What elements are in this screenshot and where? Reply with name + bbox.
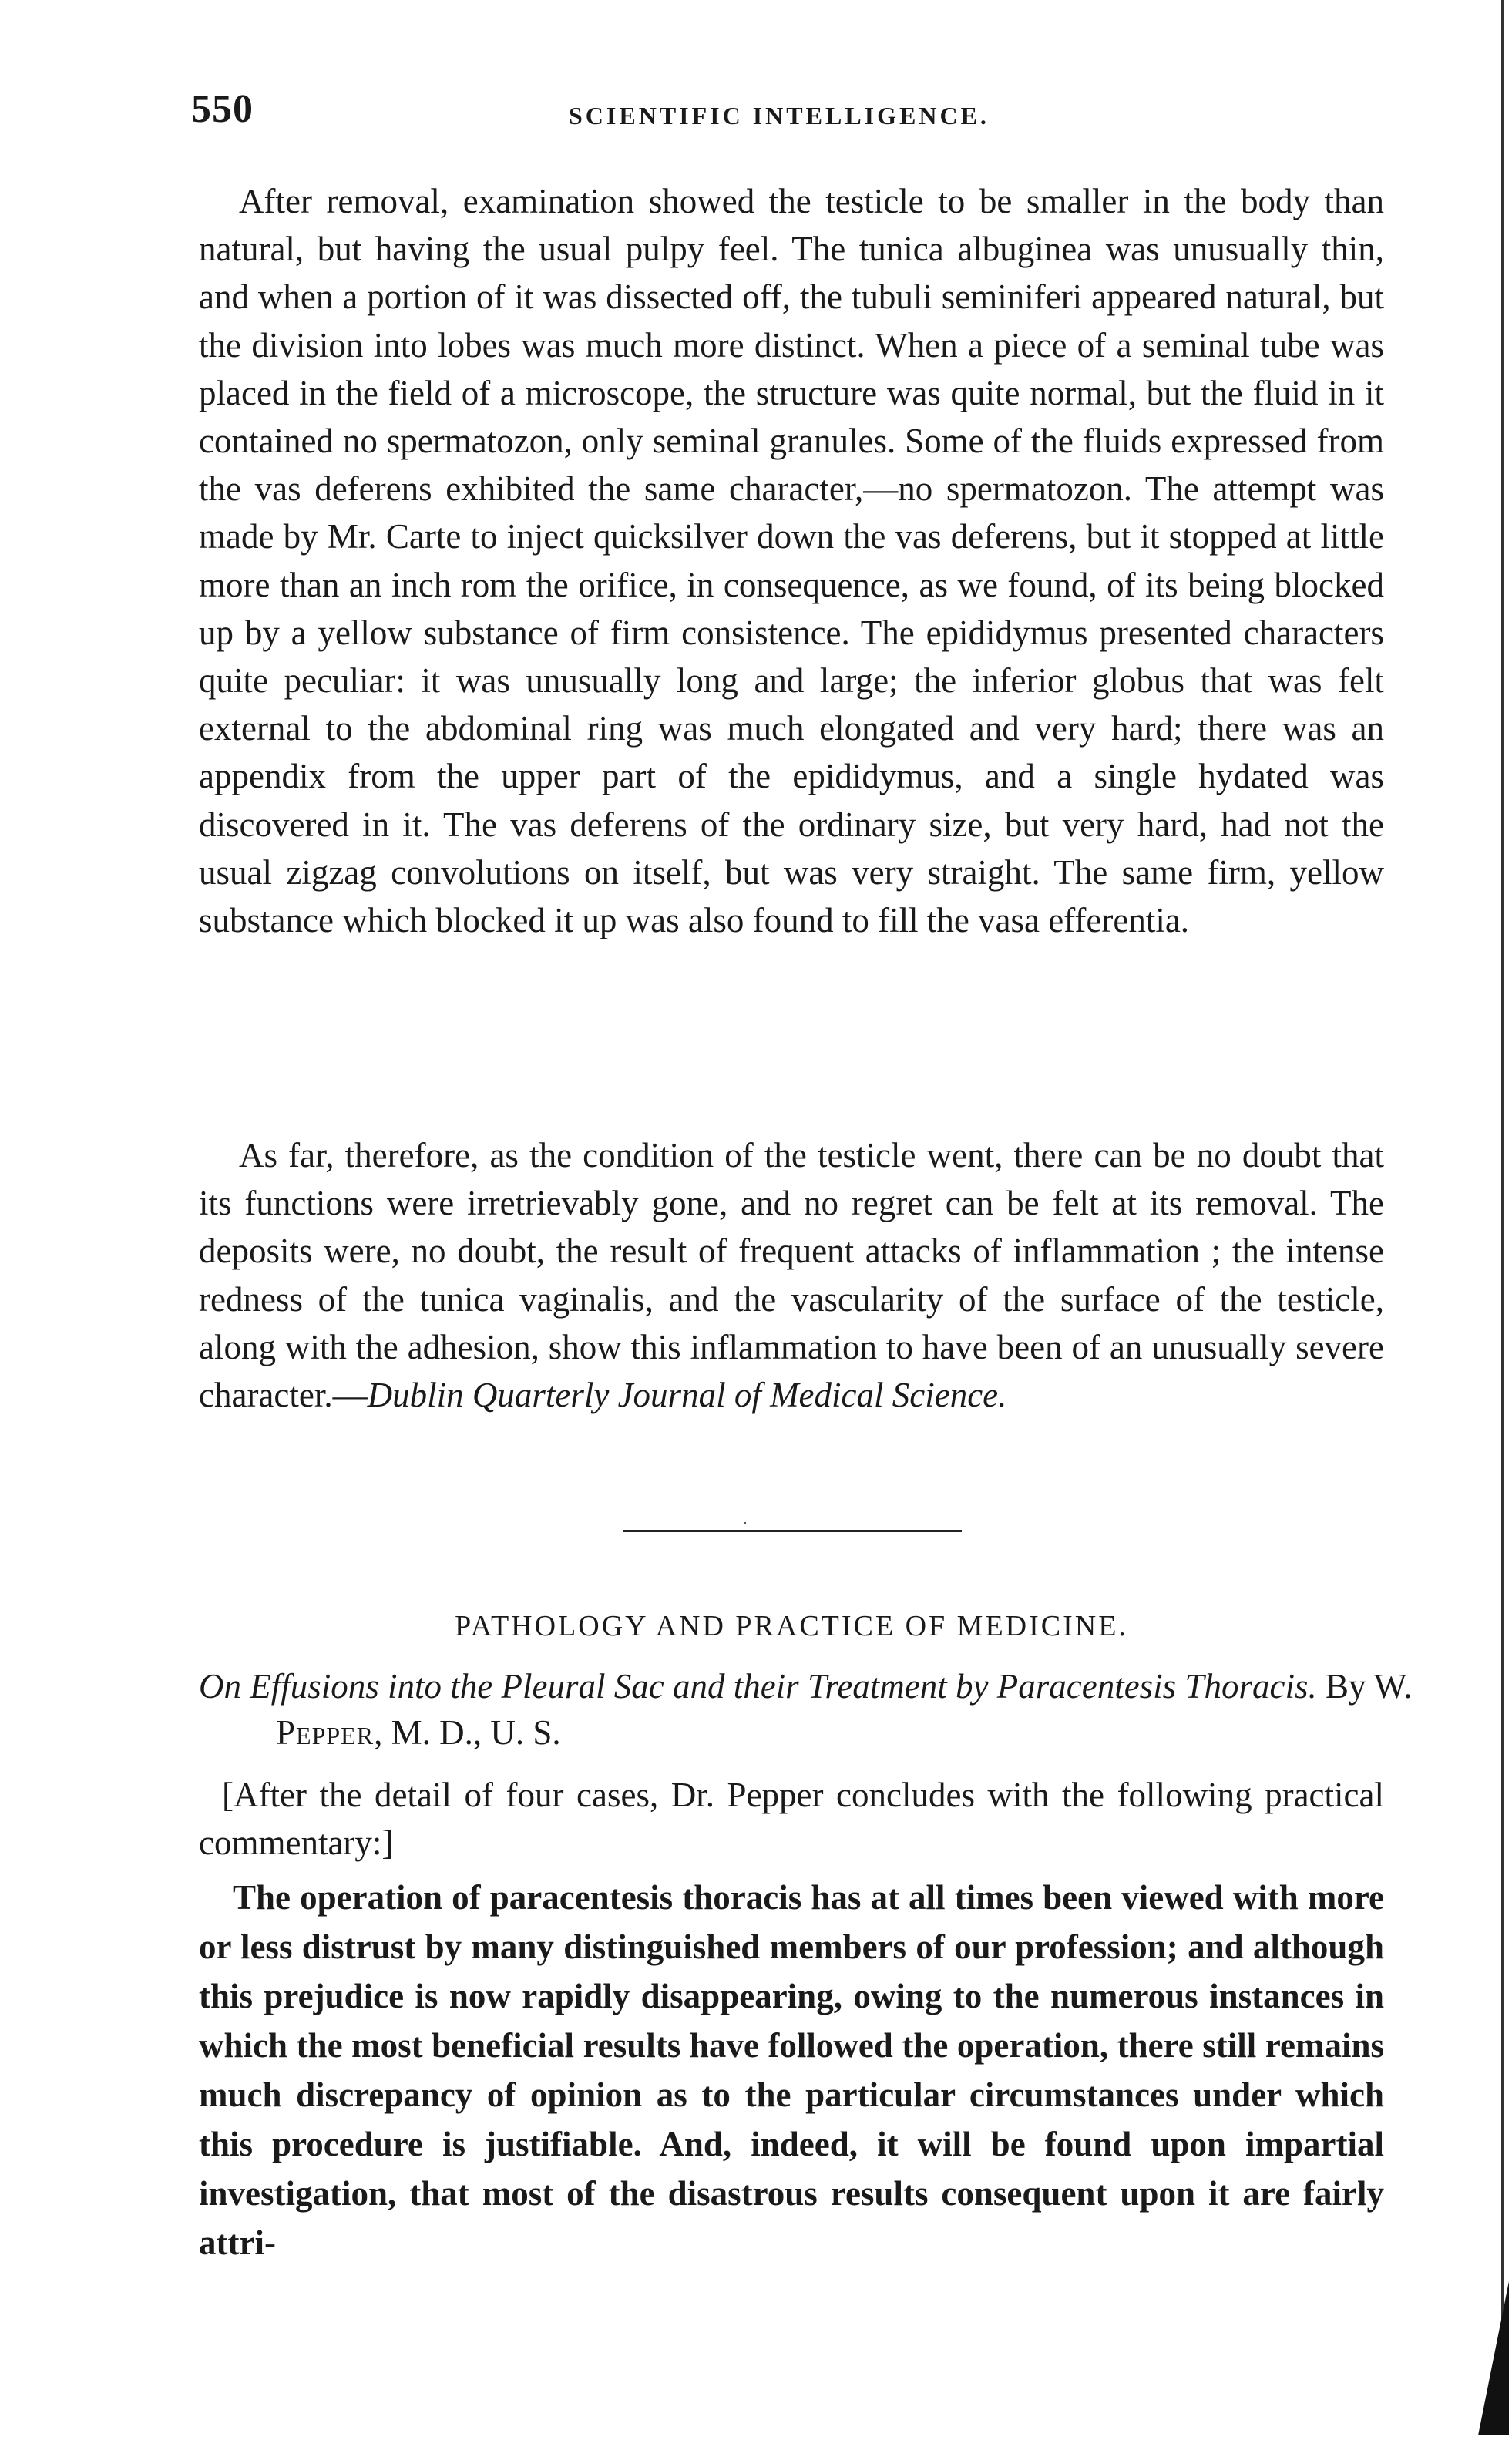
article-title-text: On Effusions into the Pleural Sac and their Treatment by Paracentesis Thoracis. xyxy=(199,1667,1317,1706)
article-author: Pepper xyxy=(276,1713,375,1752)
paragraph-1-text: After removal, examination showed the testicle to be smaller in the body than natural, but having the usual pulpy feel. The tunica albuginea was unusually thin, and when a portion of it was dissected off, the tubuli seminiferi appeared natural, but the division into lobes was much more distinct. When a piece of a seminal tube was placed in the field of a microscope, the structure was quite normal, but the fluid in it contained no spermatozon, only seminal granules. Some of the fluids expressed from the vas deferens exhibited the same character,—no spermatozon. The attempt was made by Mr. Carte to inject quicksilver down the vas deferens, but it stopped at little more than an inch rom the orifice, in consequence, as we found, of its being blocked up by a yellow substance of firm consistence. The epididymus presented characters quite peculiar: it was unusually long and large; the inferior globus that was felt external to the abdominal ring was much elongated and very hard; there was an appendix from the upper part of the epididymus, and a single hydated was discovered in it. The vas deferens of the ordinary size, but very hard, had not the usual zigzag convolutions on itself, but was very straight. The same firm, yellow substance which blocked it up was also found to fill the vasa efferentia. xyxy=(199,182,1384,940)
running-head xyxy=(191,86,1378,148)
section-heading: PATHOLOGY AND PRACTICE OF MEDICINE. xyxy=(455,1610,1128,1642)
article-by: By W. xyxy=(1325,1667,1413,1706)
page-edge-shadow xyxy=(1478,2281,1509,2435)
editorial-note: [After the detail of four cases, Dr. Pepper concludes with the following practical commentary:] xyxy=(199,1776,1384,1862)
journal-reference: Dublin Quarterly Journal of Medical Science. xyxy=(367,1376,1007,1415)
page-edge-line xyxy=(1501,0,1504,2358)
page-number: 550 xyxy=(191,87,254,131)
running-title: SCIENTIFIC INTELLIGENCE. xyxy=(569,102,990,129)
paragraph-1 xyxy=(199,177,1384,944)
ink-speck xyxy=(744,1522,746,1524)
article-title xyxy=(199,1663,1461,1756)
paragraph-2 xyxy=(199,1131,1384,1419)
paragraph-2-text: As far, therefore, as the condition of the testicle went, there can be no doubt that its functions were irretrievably gone, and no regret can be felt at its removal. The deposits were, no doubt, the result of frequent attacks of inflammation ; the intense redness of the tunica vaginalis, and the vascularity of the surface of the testicle, along with the adhesion, show this inflammation to have been of an unusually severe character.— xyxy=(199,1136,1384,1415)
main-paragraph: The operation of paracentesis thoracis has at all times been viewed with more or less distrust by many distinguished members of our profession; and although this prejudice is now rapidly disappearing, owing to the numerous instances in which the most beneficial results have followed the operation, there still remains much discrepancy of opinion as to the particular circumstances under which this procedure is justifiable. And, indeed, it will be found upon impartial investigation, that most of the disastrous results consequent upon it are fairly attri- xyxy=(199,1878,1384,2262)
article-credentials: , M. D., U. S. xyxy=(374,1713,561,1752)
section-divider xyxy=(623,1530,962,1532)
